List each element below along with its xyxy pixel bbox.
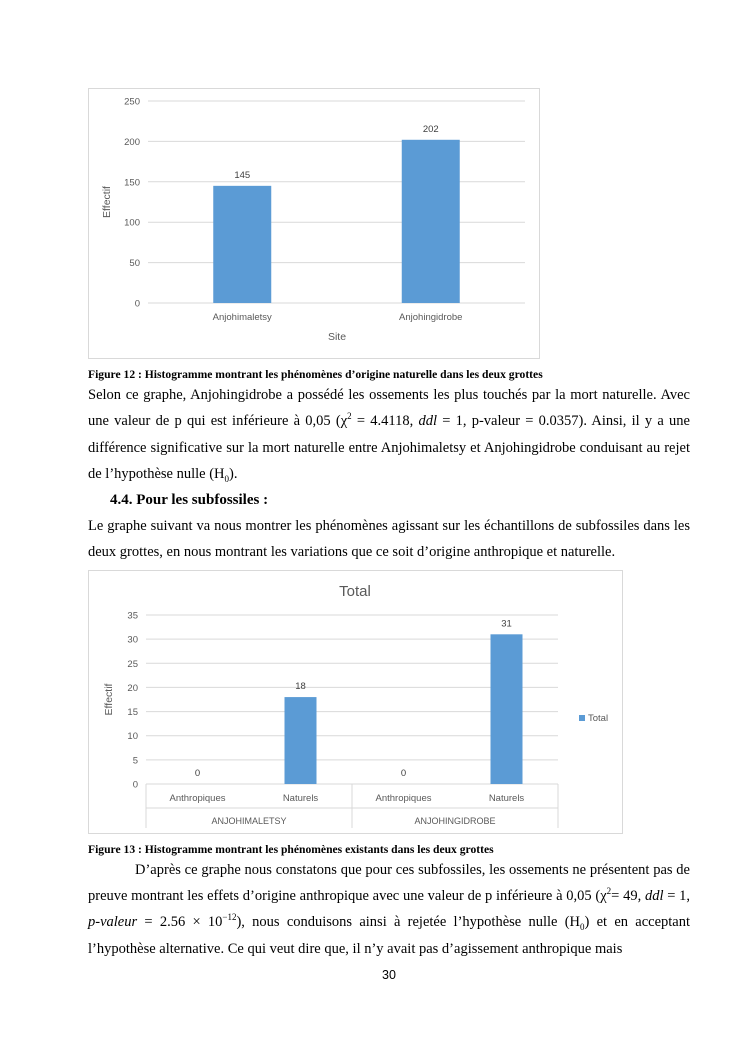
y-tick-label: 30 [127,634,138,646]
x-tick-label: Naturels [488,792,525,804]
y-tick-label: 100 [124,217,140,229]
y-axis-label: Effectif [103,683,115,716]
text: Selon ce graphe, Anjohingidrobe a possédé les ossements les plus touchés par la mort naturelle. Avec une valeur de p qui est inférieure à 0,05 (χ [88,387,690,430]
math: = 49, [611,888,645,905]
y-tick-label: 200 [124,136,140,148]
page-number: 30 [382,967,396,982]
y-tick-label: 250 [124,96,140,108]
text: ). Ainsi, il y a une différence significative sur la mort naturelle entre Anjohimaletsy et Anjohingidrobe conduisant au rejet de l’hypothèse nulle (H [88,413,690,482]
figure-13-svg [88,570,623,834]
x-tick-label: Anthropiques [169,792,226,804]
math: −12 [222,912,237,923]
chart-title: Total [339,582,371,600]
x-tick-label: Anjohingidrobe [399,312,463,323]
x-tick-label: Anjohimaletsy [212,312,272,323]
y-tick-label: 10 [127,730,138,742]
text: 2 [347,411,352,422]
y-tick-label: 0 [134,298,140,310]
legend-swatch [579,715,585,721]
text: 2 [606,886,612,897]
text: ), nous conduisons ainsi à rejetée l’hypothèse nulle (H [236,914,581,931]
math: = 2.56 × 10 [137,914,223,931]
figure-13-chart [88,570,623,834]
y-tick-label: 15 [127,706,138,718]
math: p-valeur [88,914,138,931]
data-label: 145 [234,169,251,181]
y-tick-label: 150 [124,177,140,189]
x-tick-label: Anthropiques [375,792,432,804]
group-label: ANJOHIMALETSY [211,815,287,826]
figure-13-caption: Figure 13 : Histogramme montrant les phénomènes existants dans les deux grottes [88,842,494,856]
bar [491,634,523,784]
paragraph-1 [88,382,690,487]
y-tick-label: 20 [127,682,138,694]
figure-12-svg [88,88,540,359]
math: = 1, [663,888,690,905]
chart-plot [101,97,525,344]
data-label: 0 [400,767,407,779]
figure-12-chart [88,88,540,359]
data-label: 0 [194,767,201,779]
text: ). [229,465,238,482]
text: 0 [580,922,585,933]
data-label: 202 [422,123,439,135]
legend-label: Total [588,712,609,724]
data-label: 18 [295,680,306,692]
y-tick-label: 25 [127,658,138,670]
math: ddl [644,888,664,905]
math: = 4.4118, [351,413,419,430]
y-axis-label: Effectif [101,186,113,218]
y-tick-label: 35 [127,610,138,622]
bar [402,140,460,303]
paragraph-3 [88,857,690,962]
chart-plot [103,583,608,828]
paragraph-2: Le graphe suivant va nous montrer les phénomènes agissant sur les échantillons de subfossiles dans les deux grottes, en nous montrant les variations que ce soit d’origine anthropique et naturelle. [88,518,690,561]
x-tick-label: Naturels [282,792,319,804]
bar [213,186,271,303]
y-tick-label: 0 [132,779,138,791]
text: 0 [224,473,230,484]
text: ) et en acceptant l’hypothèse alternative. Ce qui veut dire que, il n’y avait pas d’agissement anthropique mais [88,914,690,957]
data-label: 31 [501,618,512,630]
y-tick-label: 50 [129,258,140,270]
section-heading: 4.4. Pour les subfossiles : [110,492,269,509]
bar [285,697,317,784]
figure-12-caption: Figure 12 : Histogramme montrant les phénomènes d’origine naturelle dans les deux grottes [88,368,543,381]
x-axis-label: Site [327,331,347,343]
text: D’après ce graphe nous constatons que pour ces subfossiles, les ossements ne présentent pas de preuve montrant les effets d’origine anthropique avec une valeur de p inférieure à 0,05 (χ [88,861,690,905]
y-tick-label: 5 [132,755,138,767]
math: ddl [418,413,437,430]
math: = 1, p-valeur = 0.0357 [437,413,579,430]
group-label: ANJOHINGIDROBE [414,815,496,826]
